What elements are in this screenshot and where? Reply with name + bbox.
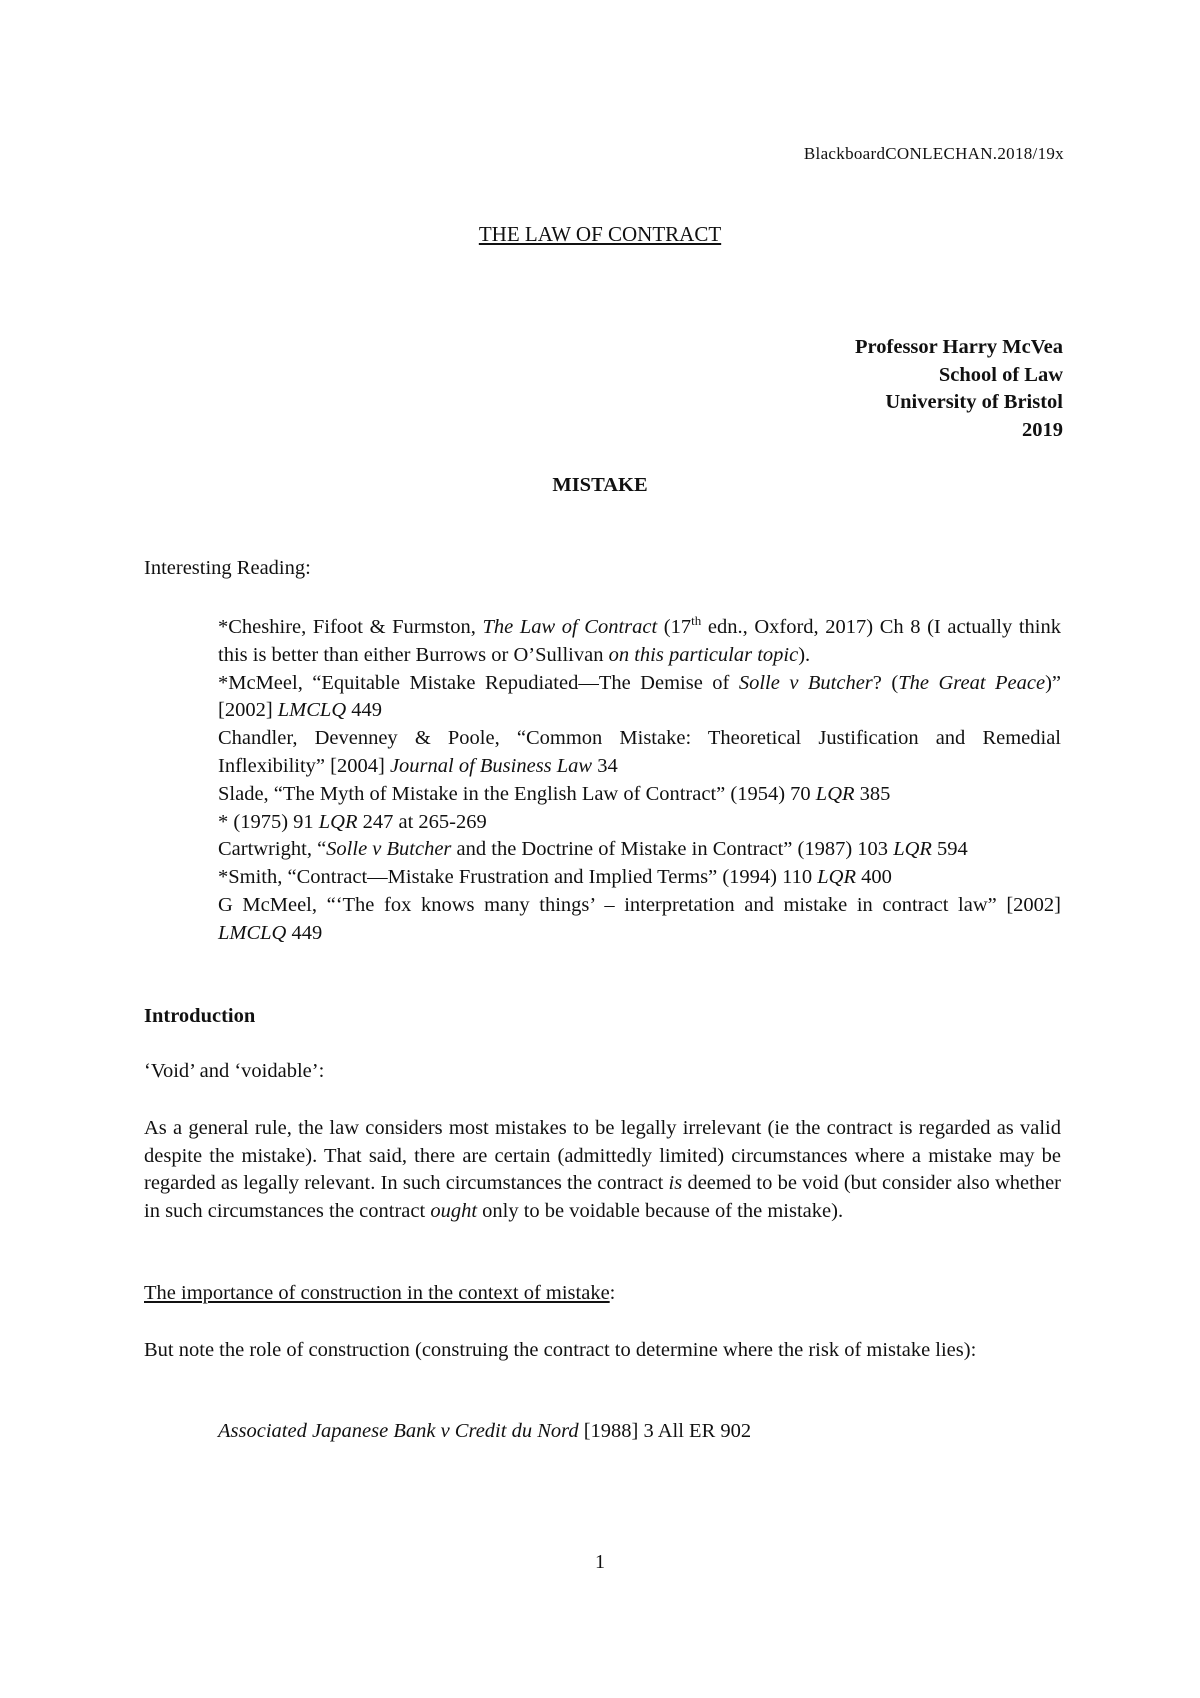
case-name: Associated Japanese Bank v Credit du Nord xyxy=(218,1420,579,1442)
reading-heading: Interesting Reading: xyxy=(144,557,311,579)
case-reference: [1988] 3 All ER 902 xyxy=(578,1420,752,1442)
construction-paragraph: But note the role of construction (construing the contract to determine where the risk of mistake lies): xyxy=(144,1339,977,1361)
void-voidable-line: ‘Void’ and ‘voidable’: xyxy=(144,1060,325,1082)
reading-item: *Cheshire, Fifoot & Furmston, The Law of Contract (17th edn., Oxford, 2017) Ch 8 (I actually think this is better than either Burrows or O’Sullivan on this particular topic). xyxy=(218,613,1061,666)
reading-item: *Smith, “Contract—Mistake Frustration and Implied Terms” (1994) 110 LQR 400 xyxy=(218,866,892,889)
author-year: 2019 xyxy=(1022,418,1063,441)
construction-heading: The importance of construction in the context of mistake: xyxy=(144,1282,616,1304)
reading-item: Slade, “The Myth of Mistake in the English Law of Contract” (1954) 70 LQR 385 xyxy=(218,782,891,805)
course-code: BlackboardCONLECHAN.2018/19x xyxy=(803,144,1064,163)
introduction-heading: Introduction xyxy=(144,1005,256,1027)
reading-item: * (1975) 91 LQR 247 at 265-269 xyxy=(218,810,487,833)
author-university: University of Bristol xyxy=(885,391,1063,413)
case-citation xyxy=(218,1420,751,1443)
reading-item: Cartwright, “Solle v Butcher and the Doctrine of Mistake in Contract” (1987) 103 LQR 594 xyxy=(218,838,968,861)
introduction-paragraph: As a general rule, the law considers most mistakes to be legally irrelevant (ie the contract is regarded as valid despite the mistake). That said, there are certain (admittedly limited) circumstances where a mistake may be regarded as legally relevant. In such circumstances the contract is deemed to be void (but consider also whether in such circumstances the contract ought only to be voidable because of the mistake). xyxy=(144,1117,1061,1222)
reading-list xyxy=(218,614,1061,948)
page-number: 1 xyxy=(595,1551,605,1573)
reading-item: *McMeel, “Equitable Mistake Repudiated—The Demise of Solle v Butcher? (The Great Peace)” [2002] LMCLQ 449 xyxy=(218,671,1062,722)
author-department: School of Law xyxy=(938,363,1063,386)
document-title: THE LAW OF CONTRACT xyxy=(478,222,722,246)
reading-item: G McMeel, “‘The fox knows many things’ – interpretation and mistake in contract law” [2002] LMCLQ 449 xyxy=(218,893,1061,944)
author-block xyxy=(855,334,1063,444)
reading-item: Chandler, Devenney & Poole, “Common Mistake: Theoretical Justification and Remedial Inflexibility” [2004] Journal of Business Law 34 xyxy=(218,727,1061,777)
topic-heading: MISTAKE xyxy=(552,474,648,496)
author-name: Professor Harry McVea xyxy=(855,336,1063,358)
